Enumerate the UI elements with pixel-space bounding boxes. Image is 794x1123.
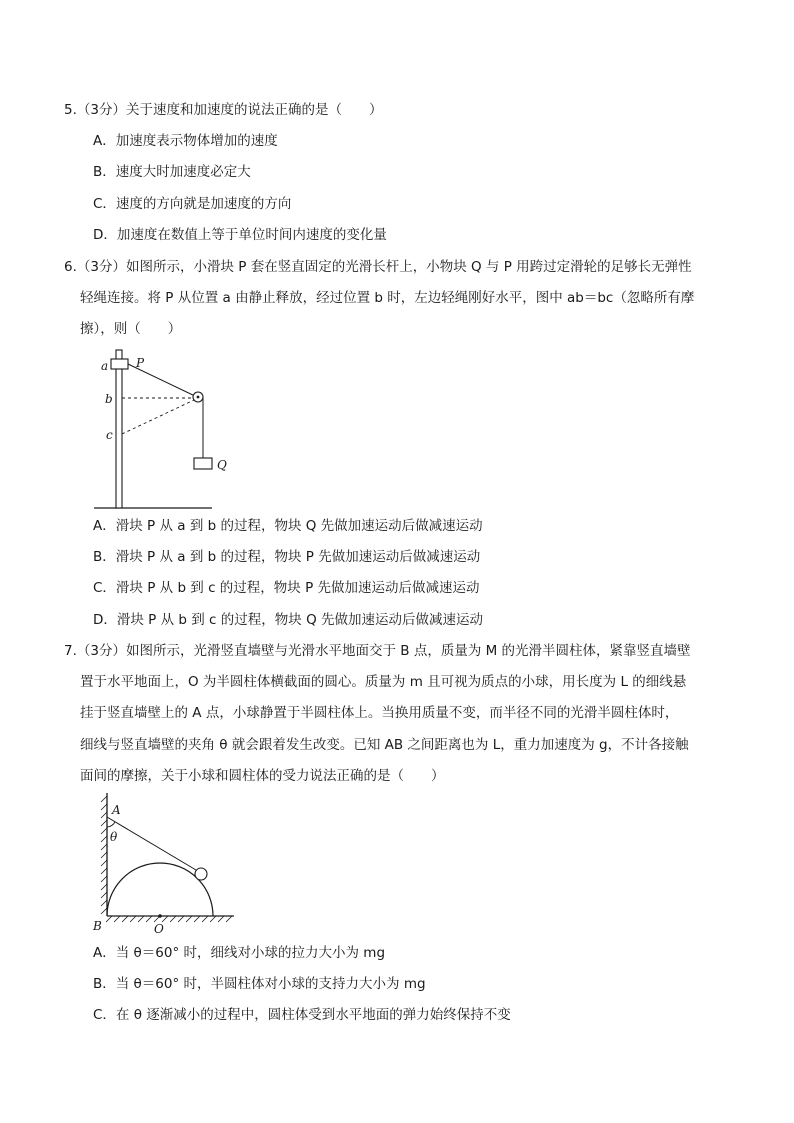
question-7-figure	[88, 790, 240, 942]
question-7-stem-line-2: 置于水平地面上，O 为半圆柱体横截面的圆心。质量为 m 且可视为质点的小球，用长度为 L 的细线悬	[80, 674, 687, 690]
label-c: c	[106, 428, 113, 442]
center-o-dot	[158, 914, 162, 918]
label-theta: θ	[110, 830, 118, 844]
label-o-point: O	[154, 922, 164, 936]
question-5-option-b[interactable]: B．速度大时加速度必定大	[93, 164, 251, 180]
question-6-option-d[interactable]: D．滑块 P 从 b 到 c 的过程，物块 Q 先做加速运动后做减速运动	[93, 612, 483, 628]
block-q	[194, 458, 212, 469]
label-a: a	[101, 359, 109, 373]
ground-hatching	[106, 916, 232, 922]
question-7-stem-line-3: 挂于竖直墙壁上的 A 点，小球静置于半圆柱体上。当换用质量不变，而半径不同的光滑半圆柱体时，	[80, 705, 679, 721]
question-6-option-c[interactable]: C．滑块 P 从 b 到 c 的过程，物块 P 先做加速运动后做减速运动	[93, 580, 480, 596]
question-7-stem-line-5: 面间的摩擦，关于小球和圆柱体的受力说法正确的是（ ）	[80, 768, 445, 784]
pulley-axle	[197, 396, 200, 399]
question-6-stem-line-3: 擦），则（ ）	[80, 321, 182, 337]
angle-arc	[107, 822, 115, 827]
label-p: P	[136, 356, 145, 370]
question-6-stem-line-1: 6.（3分）如图所示，小滑块 P 套在竖直固定的光滑长杆上，小物块 Q 与 P 用跨过定滑轮的足够长无弹性	[64, 259, 692, 275]
string-line	[107, 817, 196, 870]
label-b-point: B	[93, 919, 102, 933]
question-7-option-a[interactable]: A．当 θ＝60° 时，细线对小球的拉力大小为 mg	[93, 945, 386, 961]
question-5-stem: 5.（3分）关于速度和加速度的说法正确的是（ ）	[64, 102, 383, 118]
question-6-option-b[interactable]: B．滑块 P 从 a 到 b 的过程，物块 P 先做加速运动后做减速运动	[93, 549, 481, 565]
question-7-stem-line-1: 7.（3分）如图所示，光滑竖直墙壁与光滑水平地面交于 B 点，质量为 M 的光滑半圆柱体，紧靠竖直墙壁	[64, 643, 691, 659]
label-a-point: A	[112, 803, 121, 817]
question-7-option-b[interactable]: B．当 θ＝60° 时，半圆柱体对小球的支持力大小为 mg	[93, 976, 426, 992]
question-7-stem-line-4: 细线与竖直墙壁的夹角 θ 就会跟着发生改变。已知 AB 之间距离也为 L，重力加速度为 g，不计各接触	[80, 737, 689, 753]
question-6-option-a[interactable]: A．滑块 P 从 a 到 b 的过程，物块 Q 先做加速运动后做减速运动	[93, 518, 483, 534]
question-7-option-c[interactable]: C．在 θ 逐渐减小的过程中，圆柱体受到水平地面的弹力始终保持不变	[93, 1007, 511, 1023]
question-6-figure	[94, 345, 227, 517]
wall-hatching	[101, 796, 107, 914]
vertical-rod	[116, 350, 122, 508]
ball	[195, 868, 207, 880]
label-q: Q	[217, 458, 227, 472]
slider-p	[111, 359, 128, 369]
dashed-line-c	[122, 400, 194, 434]
question-5-option-a[interactable]: A．加速度表示物体增加的速度	[93, 133, 278, 149]
question-5-option-c[interactable]: C．速度的方向就是加速度的方向	[93, 196, 292, 212]
question-5-option-d[interactable]: D．加速度在数值上等于单位时间内速度的变化量	[93, 227, 387, 243]
label-b: b	[105, 392, 113, 406]
question-6-stem-line-2: 轻绳连接。将 P 从位置 a 由静止释放，经过位置 b 时，左边轻绳刚好水平，图中 ab＝bc（忽略所有摩	[80, 290, 695, 306]
